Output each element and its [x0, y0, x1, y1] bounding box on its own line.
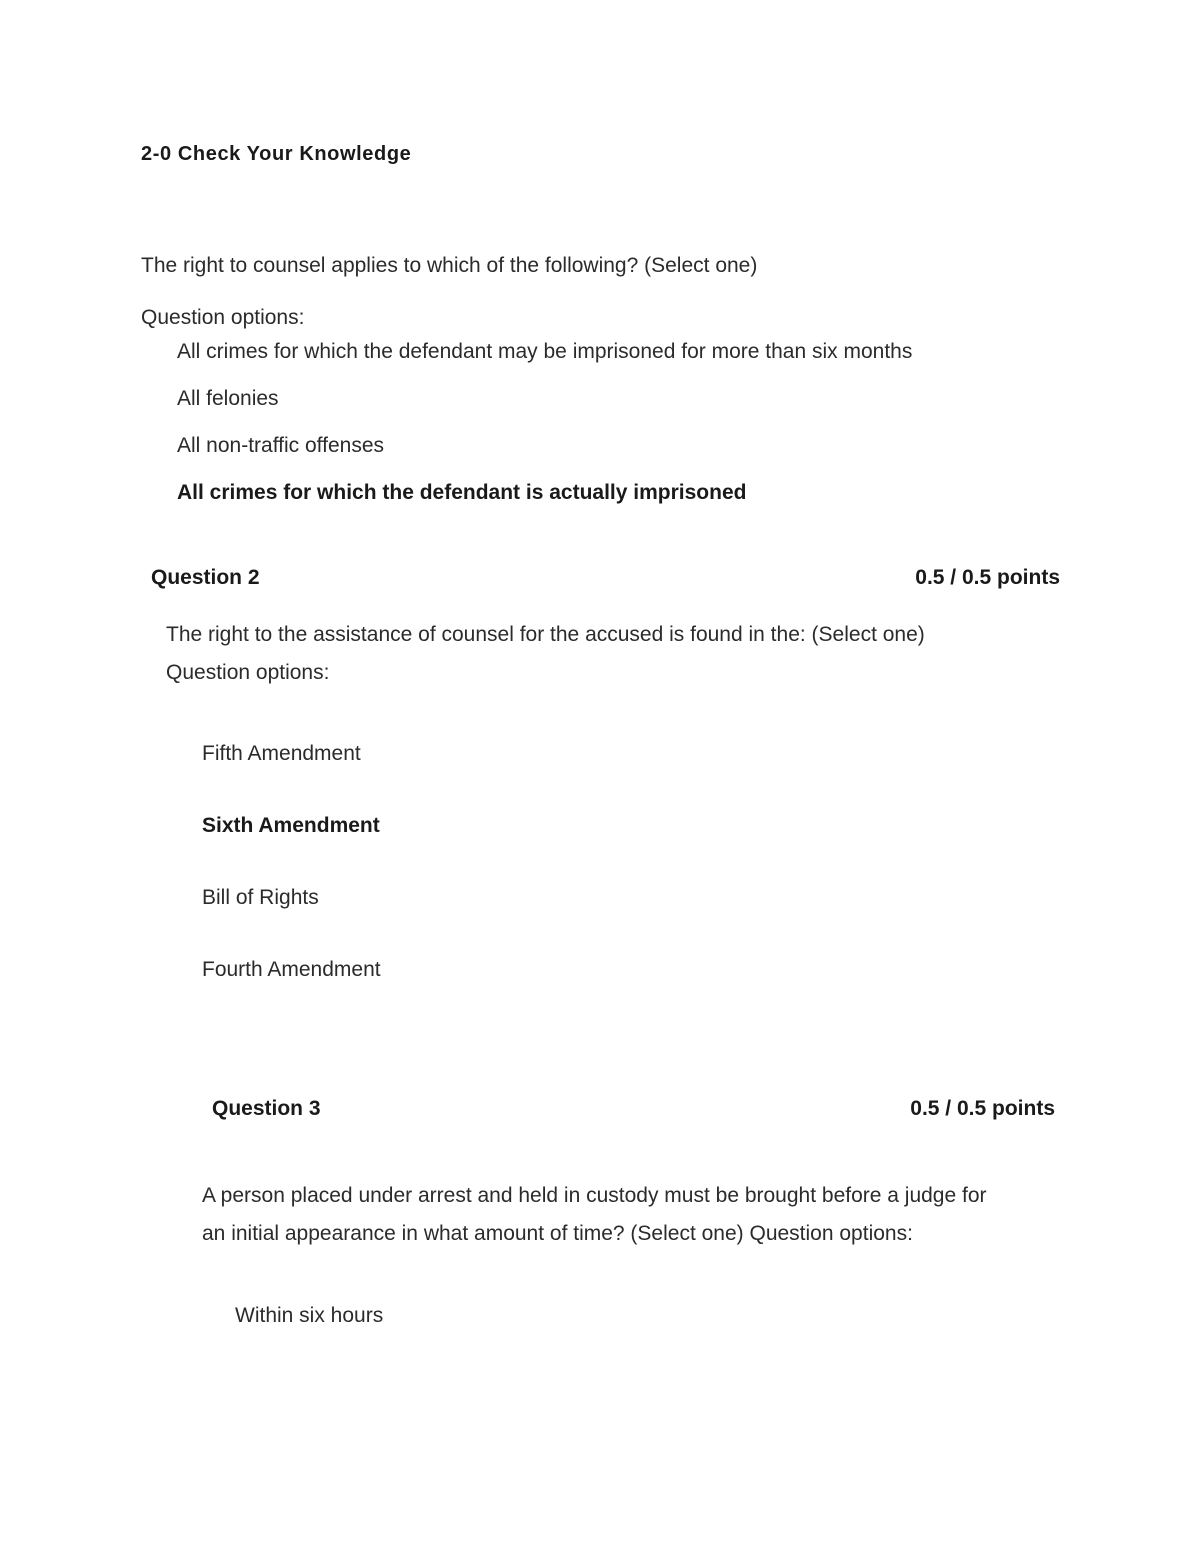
question-3-points: 0.5 / 0.5 points [910, 1097, 1055, 1120]
question-1-option-2: All felonies [177, 387, 279, 410]
question-2-option-1: Fifth Amendment [202, 742, 361, 765]
question-3-heading: Question 3 [212, 1097, 321, 1120]
question-1-option-1: All crimes for which the defendant may be imprisoned for more than six months [177, 340, 913, 363]
question-2-option-2-selected: Sixth Amendment [202, 814, 380, 837]
question-1-options-label: Question options: [141, 306, 305, 329]
question-1-option-4-selected: All crimes for which the defendant is actually imprisoned [177, 481, 747, 504]
question-1-prompt: The right to counsel applies to which of the following? (Select one) [141, 254, 758, 277]
document-title: 2-0 Check Your Knowledge [141, 143, 412, 165]
question-2-option-4: Fourth Amendment [202, 958, 381, 981]
question-2-options-label: Question options: [166, 661, 330, 684]
question-2-option-3: Bill of Rights [202, 886, 319, 909]
question-3-option-1: Within six hours [235, 1304, 384, 1327]
question-2-heading: Question 2 [151, 566, 260, 589]
question-2-prompt: The right to the assistance of counsel for the accused is found in the: (Select one) [166, 623, 925, 646]
question-3-prompt-line-2: an initial appearance in what amount of time? (Select one) Question options: [202, 1222, 913, 1245]
question-1-option-3: All non-traffic offenses [177, 434, 385, 457]
question-2-points: 0.5 / 0.5 points [915, 566, 1060, 589]
question-3-prompt-line-1: A person placed under arrest and held in custody must be brought before a judge for [202, 1184, 987, 1207]
